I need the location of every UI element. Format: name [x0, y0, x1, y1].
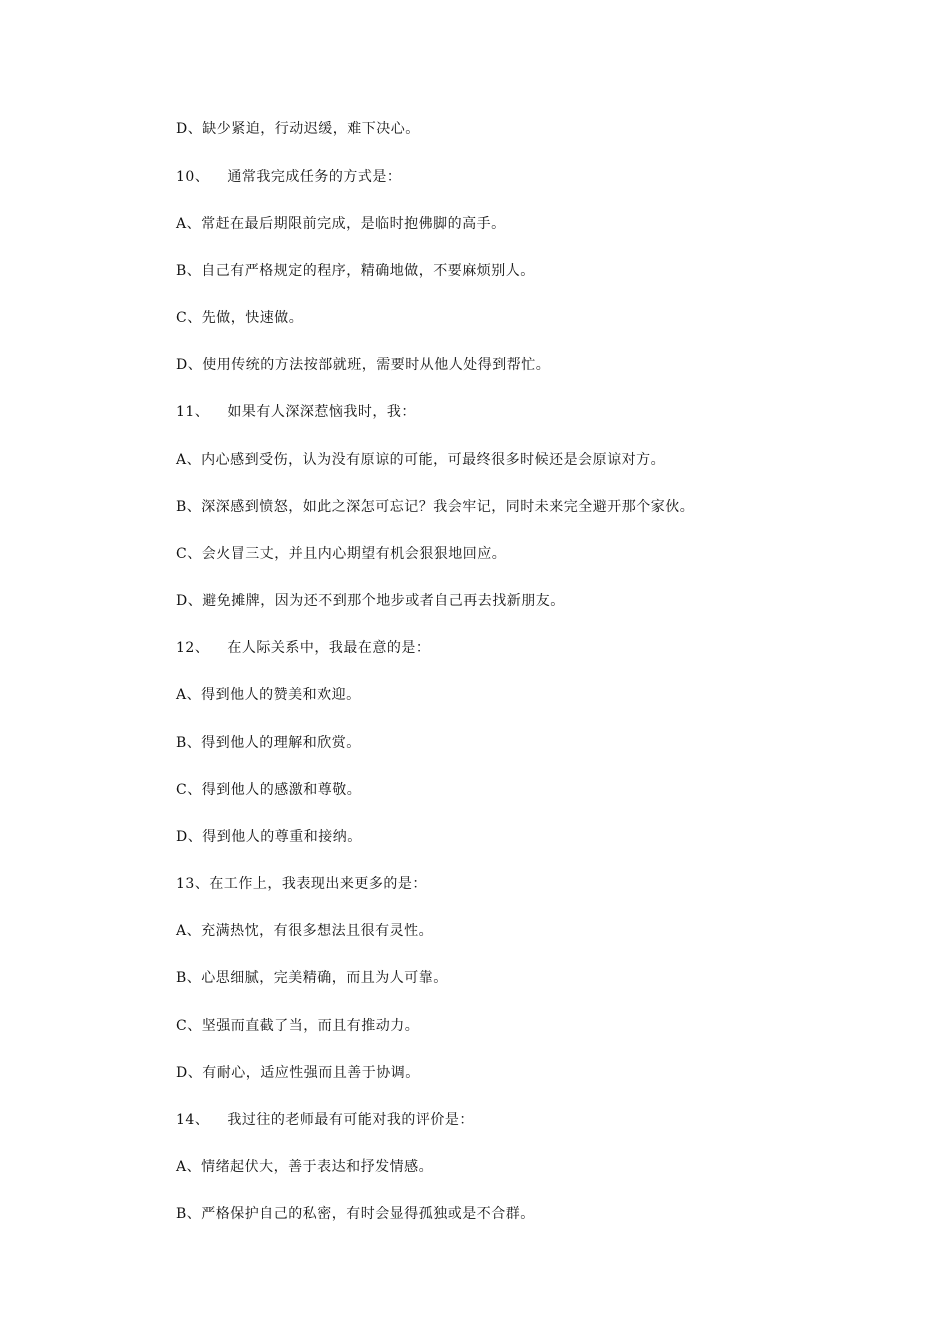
option-12c: C、得到他人的感激和尊敬。 [176, 782, 362, 798]
option-14b: B、严格保护自己的私密，有时会显得孤独或是不合群。 [176, 1206, 535, 1222]
option-13b: B、心思细腻，完美精确，而且为人可靠。 [176, 970, 448, 986]
question-text: 通常我完成任务的方式是： [227, 169, 402, 185]
option-10c: C、先做，快速做。 [176, 310, 304, 326]
option-12a: A、得到他人的赞美和欢迎。 [176, 687, 361, 703]
question-number: 12、 [176, 640, 210, 656]
option-9d: D、缺少紧迫，行动迟缓，难下决心。 [176, 121, 420, 137]
option-12d: D、得到他人的尊重和接纳。 [176, 829, 362, 845]
question-13: 13、在工作上，我表现出来更多的是： [176, 876, 427, 892]
option-13a: A、充满热忱，有很多想法且很有灵性。 [176, 923, 434, 939]
option-13d: D、有耐心，适应性强而且善于协调。 [176, 1065, 420, 1081]
question-number: 11、 [176, 404, 210, 420]
option-11c: C、会火冒三丈，并且内心期望有机会狠狠地回应。 [176, 546, 507, 562]
option-11d: D、避免摊牌，因为还不到那个地步或者自己再去找新朋友。 [176, 593, 565, 609]
option-13c: C、坚强而直截了当，而且有推动力。 [176, 1018, 420, 1034]
option-10d: D、使用传统的方法按部就班，需要时从他人处得到帮忙。 [176, 357, 551, 373]
question-text: 在人际关系中，我最在意的是： [227, 640, 431, 656]
option-11b: B、深深感到愤怒，如此之深怎可忘记？我会牢记，同时未来完全避开那个家伙。 [176, 499, 695, 515]
question-10 [176, 168, 401, 186]
option-12b: B、得到他人的理解和欣赏。 [176, 735, 361, 751]
question-text: 我过往的老师最有可能对我的评价是： [227, 1112, 474, 1128]
option-10a: A、常赶在最后期限前完成，是临时抱佛脚的高手。 [176, 216, 506, 232]
question-11 [176, 403, 416, 421]
question-text: 如果有人深深惹恼我时，我： [227, 404, 416, 420]
option-10b: B、自己有严格规定的程序，精确地做，不要麻烦别人。 [176, 263, 535, 279]
option-14a: A、情绪起伏大，善于表达和抒发情感。 [176, 1159, 434, 1175]
question-number: 14、 [176, 1112, 210, 1128]
question-number: 10、 [176, 169, 210, 185]
question-12 [176, 639, 430, 657]
option-11a: A、内心感到受伤，认为没有原谅的可能，可最终很多时候还是会原谅对方。 [176, 452, 666, 468]
question-14 [176, 1111, 474, 1129]
